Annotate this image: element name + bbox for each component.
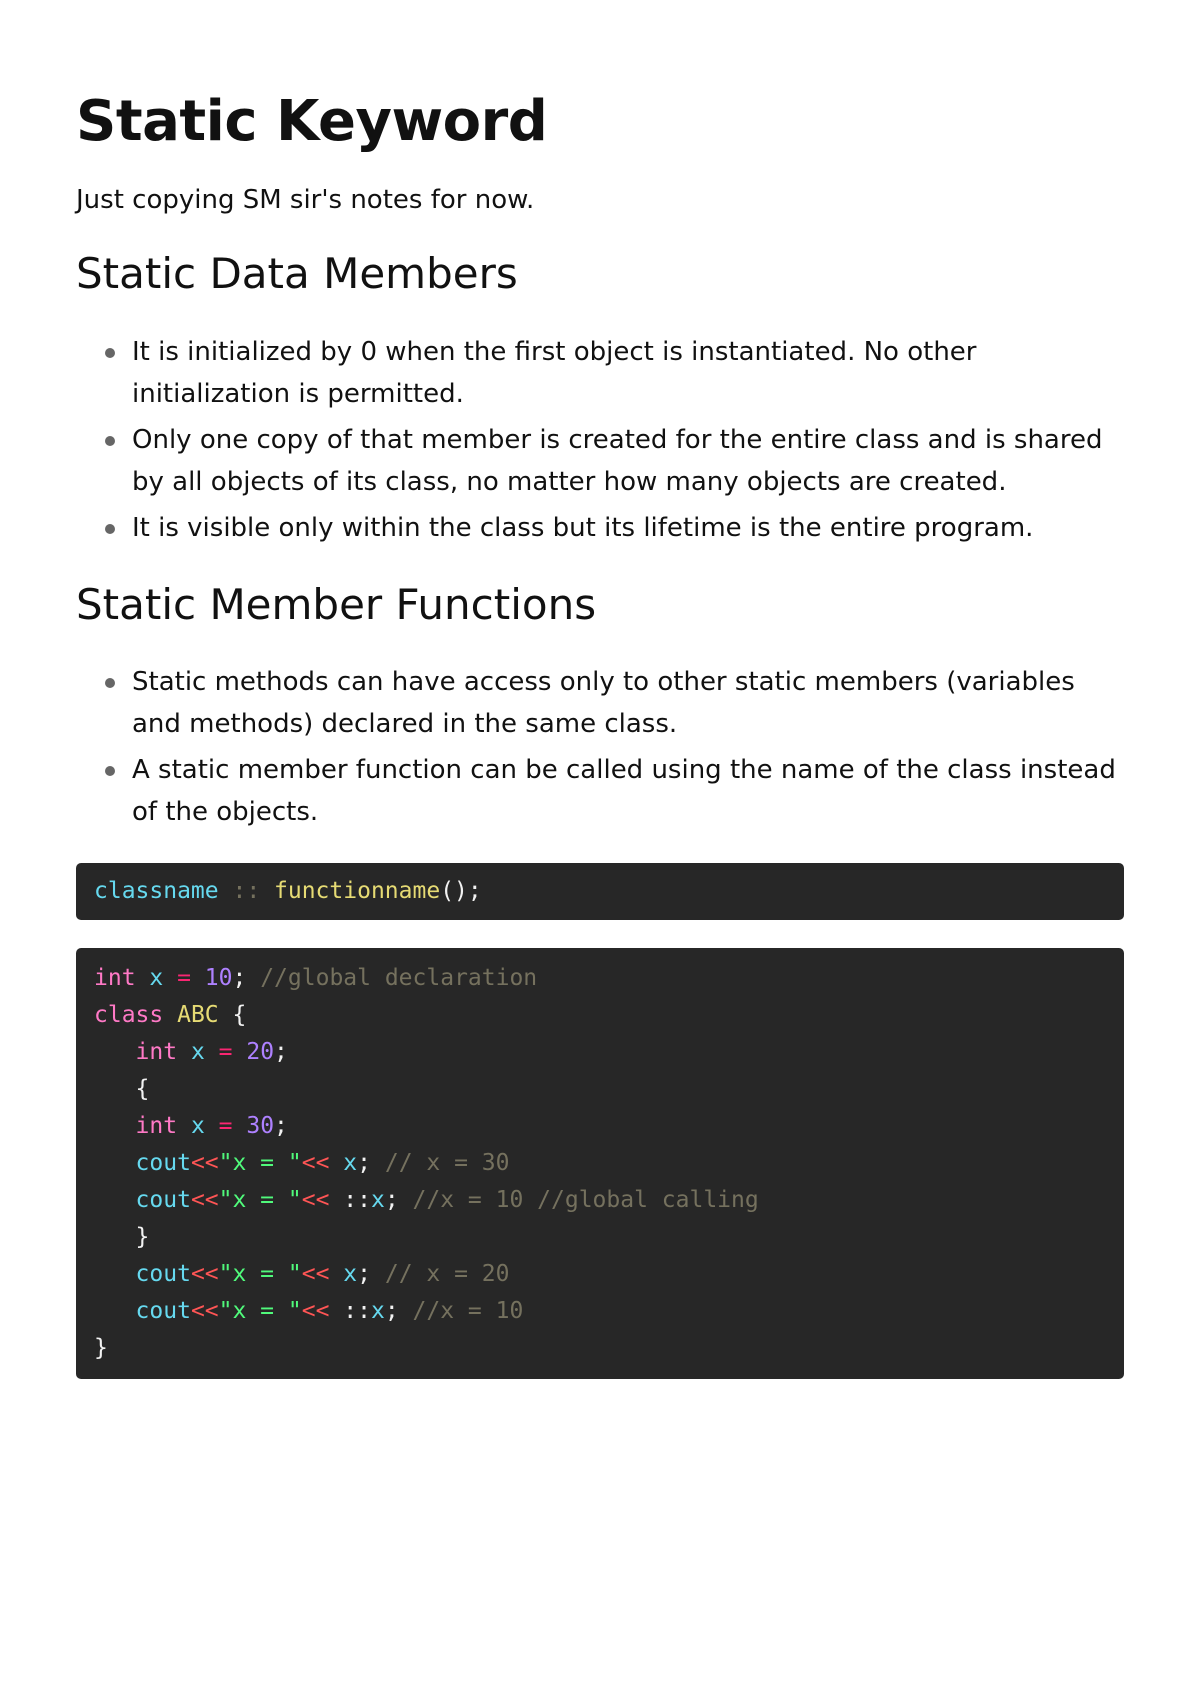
code-token: ; (357, 1261, 385, 1288)
code-token: = (177, 965, 191, 992)
code-comment: // x = 30 (384, 1150, 510, 1177)
code-line (94, 1034, 1106, 1071)
code-token: } (94, 1335, 108, 1362)
code-token: { (135, 1076, 150, 1103)
code-token: { (218, 1002, 247, 1029)
code-token: int (94, 965, 136, 992)
static-data-members-list (76, 331, 1124, 549)
code-token: x (135, 965, 178, 992)
code-token: ; (384, 1187, 413, 1214)
code-token: x (329, 1150, 358, 1177)
code-token: :: (329, 1187, 371, 1214)
code-comment: //x = 10 (412, 1298, 524, 1325)
code-line (94, 1330, 1106, 1367)
code-line (94, 1182, 1106, 1219)
code-token: x (329, 1261, 358, 1288)
code-token: functionname (274, 878, 441, 905)
code-token: classname (94, 878, 219, 905)
code-token: 30 (232, 1113, 275, 1140)
code-token: << (301, 1261, 330, 1288)
code-block-call-syntax (76, 863, 1124, 920)
code-token: "x = " (218, 1261, 302, 1288)
code-comment: //global declaration (260, 965, 538, 992)
code-token: cout (135, 1298, 191, 1325)
code-token: :: (329, 1298, 371, 1325)
code-token: "x = " (218, 1298, 302, 1325)
code-token: cout (135, 1187, 191, 1214)
code-token: x (177, 1113, 219, 1140)
code-token: = (218, 1039, 233, 1066)
list-item: A static member function can be called using the name of the class instead of the objects. (132, 749, 1124, 833)
code-token: << (190, 1187, 219, 1214)
intro-paragraph: Just copying SM sir's notes for now. (76, 185, 535, 216)
code-token: << (190, 1298, 219, 1325)
code-token: 10 (190, 965, 233, 992)
code-line (94, 1293, 1106, 1330)
code-token: x (370, 1187, 385, 1214)
section-heading-static-member-functions: Static Member Functions (76, 579, 597, 629)
code-token: } (135, 1224, 150, 1251)
list-item: Only one copy of that member is created for the entire class and is shared by all objects of its class, no matter how many objects are created. (132, 419, 1124, 503)
code-token: class (94, 1002, 164, 1029)
code-token: ; (232, 965, 261, 992)
code-token: << (301, 1150, 330, 1177)
code-token: ; (274, 1039, 288, 1066)
code-token: x (177, 1039, 219, 1066)
static-member-functions-list (76, 661, 1124, 833)
code-token: x (370, 1298, 385, 1325)
code-token: ; (384, 1298, 413, 1325)
code-token: << (190, 1150, 219, 1177)
code-line (94, 873, 1106, 910)
code-line (94, 1071, 1106, 1108)
code-comment: // x = 20 (384, 1261, 510, 1288)
code-line (94, 1145, 1106, 1182)
code-token: :: (218, 878, 275, 905)
code-token: = (218, 1113, 233, 1140)
code-comment: //x = 10 //global calling (412, 1187, 759, 1214)
code-block-example (76, 948, 1124, 1379)
list-item: It is visible only within the class but its lifetime is the entire program. (132, 507, 1124, 549)
code-line (94, 1256, 1106, 1293)
code-line (94, 960, 1106, 997)
code-token: ABC (163, 1002, 219, 1029)
code-token: << (301, 1187, 330, 1214)
code-line (94, 1108, 1106, 1145)
code-token: << (301, 1298, 330, 1325)
code-token: int (135, 1039, 178, 1066)
code-token: << (190, 1261, 219, 1288)
code-token: 20 (232, 1039, 275, 1066)
code-token: cout (135, 1261, 191, 1288)
code-token: "x = " (218, 1187, 302, 1214)
code-line (94, 1219, 1106, 1256)
code-token: (); (440, 878, 482, 905)
list-item: It is initialized by 0 when the first object is instantiated. No other initialization is permitted. (132, 331, 1124, 415)
section-heading-static-data-members: Static Data Members (76, 249, 518, 299)
code-token: cout (135, 1150, 191, 1177)
code-token: "x = " (218, 1150, 302, 1177)
code-token: ; (274, 1113, 288, 1140)
code-token: int (135, 1113, 178, 1140)
page-title: Static Keyword (76, 89, 548, 154)
code-line (94, 997, 1106, 1034)
code-token: ; (357, 1150, 385, 1177)
list-item: Static methods can have access only to other static members (variables and methods) declared in the same class. (132, 661, 1124, 745)
